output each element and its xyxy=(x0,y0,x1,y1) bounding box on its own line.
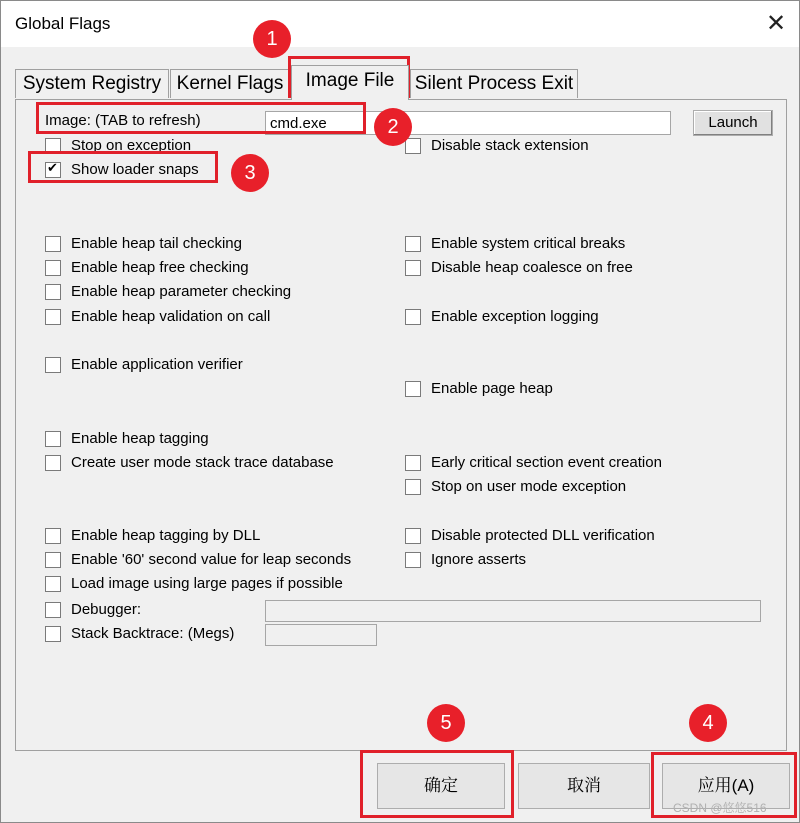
system-critical-breaks-label: Enable system critical breaks xyxy=(431,235,626,252)
heap-tail-checking-label: Enable heap tail checking xyxy=(71,235,242,252)
stop-user-mode-exception-checkbox[interactable] xyxy=(405,479,421,495)
heap-validation-label: Enable heap validation on call xyxy=(71,308,271,325)
window-title: Global Flags xyxy=(15,14,111,33)
title-bar xyxy=(1,1,799,47)
cancel-button[interactable]: 取消 xyxy=(518,763,650,809)
close-icon[interactable]: ✕ xyxy=(765,10,787,37)
page-heap-label: Enable page heap xyxy=(431,380,553,397)
stack-trace-db-label: Create user mode stack trace database xyxy=(71,454,334,471)
disable-stack-extension-checkbox[interactable] xyxy=(405,138,421,154)
exception-logging-label: Enable exception logging xyxy=(431,308,599,325)
stack-trace-db-checkbox[interactable] xyxy=(45,455,61,471)
heap-tagging-dll-checkbox[interactable] xyxy=(45,528,61,544)
tab-silent-process-exit[interactable]: Silent Process Exit xyxy=(410,69,578,98)
large-pages-checkbox[interactable] xyxy=(45,576,61,592)
tab-kernel-flags[interactable]: Kernel Flags xyxy=(170,69,290,98)
image-label: Image: (TAB to refresh) xyxy=(45,112,201,129)
application-verifier-checkbox[interactable] xyxy=(45,357,61,373)
early-critical-section-label: Early critical section event creation xyxy=(431,454,662,471)
step-badge-4: 4 xyxy=(689,704,727,742)
heap-tail-checking-checkbox[interactable] xyxy=(45,236,61,252)
application-verifier-label: Enable application verifier xyxy=(71,356,243,373)
tab-image-file[interactable]: Image File xyxy=(291,65,409,100)
disable-protected-dll-checkbox[interactable] xyxy=(405,528,421,544)
heap-free-checking-label: Enable heap free checking xyxy=(71,259,249,276)
stop-on-exception-label: Stop on exception xyxy=(71,137,192,154)
stack-backtrace-label: Stack Backtrace: (Megs) xyxy=(71,625,235,642)
step-badge-5: 5 xyxy=(427,704,465,742)
page-heap-checkbox[interactable] xyxy=(405,381,421,397)
tab-system-registry[interactable]: System Registry xyxy=(15,69,169,98)
step-badge-1: 1 xyxy=(253,20,291,58)
heap-parameter-checking-checkbox[interactable] xyxy=(45,284,61,300)
ok-button[interactable]: 确定 xyxy=(377,763,505,809)
heap-parameter-checking-label: Enable heap parameter checking xyxy=(71,283,292,300)
exception-logging-checkbox[interactable] xyxy=(405,309,421,325)
image-file-panel xyxy=(15,99,787,751)
step-badge-3: 3 xyxy=(231,154,269,192)
launch-button[interactable]: Launch xyxy=(693,110,773,136)
stop-on-exception-checkbox[interactable] xyxy=(45,138,61,154)
stop-user-mode-exception-label: Stop on user mode exception xyxy=(431,478,627,495)
show-loader-snaps-checkbox[interactable] xyxy=(45,162,61,178)
debugger-checkbox[interactable] xyxy=(45,602,61,618)
apply-button[interactable]: 应用(A) xyxy=(662,763,790,809)
disable-heap-coalesce-checkbox[interactable] xyxy=(405,260,421,276)
leap-seconds-checkbox[interactable] xyxy=(45,552,61,568)
heap-tagging-checkbox[interactable] xyxy=(45,431,61,447)
image-input[interactable] xyxy=(265,111,671,135)
watermark: CSDN @悠悠516 xyxy=(673,801,767,815)
system-critical-breaks-checkbox[interactable] xyxy=(405,236,421,252)
show-loader-snaps-label: Show loader snaps xyxy=(71,161,199,178)
disable-stack-extension-label: Disable stack extension xyxy=(431,137,589,154)
disable-heap-coalesce-label: Disable heap coalesce on free xyxy=(431,259,633,276)
image-input-text[interactable] xyxy=(266,112,670,134)
heap-validation-checkbox[interactable] xyxy=(45,309,61,325)
large-pages-label: Load image using large pages if possible xyxy=(71,575,343,592)
heap-free-checking-checkbox[interactable] xyxy=(45,260,61,276)
stack-backtrace-input[interactable] xyxy=(265,624,377,646)
heap-tagging-dll-label: Enable heap tagging by DLL xyxy=(71,527,261,544)
ignore-asserts-checkbox[interactable] xyxy=(405,552,421,568)
heap-tagging-label: Enable heap tagging xyxy=(71,430,209,447)
disable-protected-dll-label: Disable protected DLL verification xyxy=(431,527,655,544)
debugger-input[interactable] xyxy=(265,600,761,622)
debugger-label: Debugger: xyxy=(71,601,142,618)
stack-backtrace-checkbox[interactable] xyxy=(45,626,61,642)
step-badge-2: 2 xyxy=(374,108,412,146)
ignore-asserts-label: Ignore asserts xyxy=(431,551,527,568)
early-critical-section-checkbox[interactable] xyxy=(405,455,421,471)
leap-seconds-label: Enable '60' second value for leap seconds xyxy=(71,551,352,568)
